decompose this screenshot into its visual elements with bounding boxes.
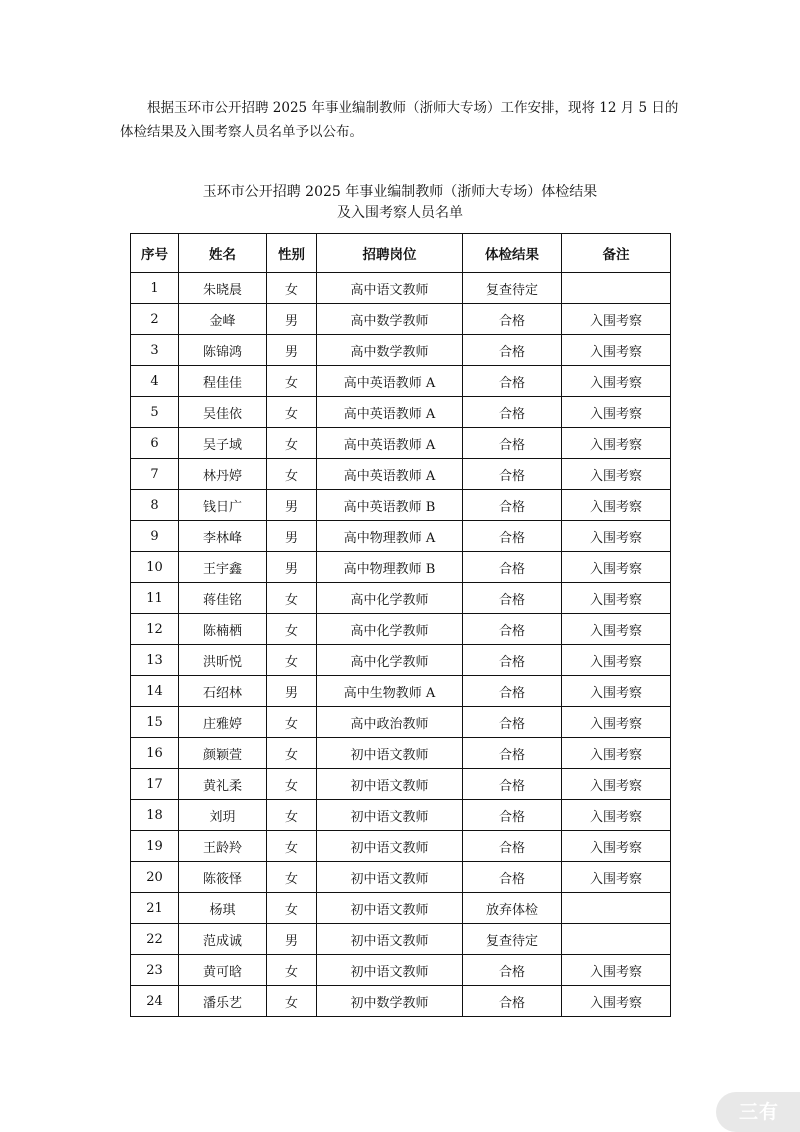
cell-position: 高中英语教师 A xyxy=(317,428,463,459)
header-no: 序号 xyxy=(131,234,179,273)
cell-name: 吴佳依 xyxy=(179,397,267,428)
cell-name: 黄可晗 xyxy=(179,955,267,986)
cell-gender: 女 xyxy=(267,707,317,738)
cell-position: 高中数学教师 xyxy=(317,304,463,335)
table-row xyxy=(131,552,671,583)
cell-result: 合格 xyxy=(463,645,562,676)
cell-position: 初中语文教师 xyxy=(317,893,463,924)
cell-remark: 入围考察 xyxy=(562,955,671,986)
cell-no: 20 xyxy=(131,862,179,893)
table-row xyxy=(131,986,671,1017)
header-position: 招聘岗位 xyxy=(317,234,463,273)
cell-no: 11 xyxy=(131,583,179,614)
cell-no: 14 xyxy=(131,676,179,707)
cell-name: 李林峰 xyxy=(179,521,267,552)
cell-gender: 男 xyxy=(267,521,317,552)
cell-no: 5 xyxy=(131,397,179,428)
cell-no: 3 xyxy=(131,335,179,366)
cell-remark xyxy=(562,924,671,955)
cell-name: 庄雅婷 xyxy=(179,707,267,738)
cell-name: 陈筱怿 xyxy=(179,862,267,893)
table-row xyxy=(131,893,671,924)
cell-no: 21 xyxy=(131,893,179,924)
table-row xyxy=(131,800,671,831)
table-row xyxy=(131,304,671,335)
cell-name: 范成诚 xyxy=(179,924,267,955)
table-row xyxy=(131,521,671,552)
cell-no: 13 xyxy=(131,645,179,676)
table-row xyxy=(131,366,671,397)
header-remark: 备注 xyxy=(562,234,671,273)
cell-result: 合格 xyxy=(463,769,562,800)
cell-no: 18 xyxy=(131,800,179,831)
cell-no: 16 xyxy=(131,738,179,769)
cell-name: 王宇鑫 xyxy=(179,552,267,583)
cell-gender: 女 xyxy=(267,893,317,924)
cell-result: 合格 xyxy=(463,862,562,893)
cell-remark: 入围考察 xyxy=(562,304,671,335)
cell-position: 初中语文教师 xyxy=(317,924,463,955)
cell-remark: 入围考察 xyxy=(562,645,671,676)
cell-result: 合格 xyxy=(463,583,562,614)
cell-gender: 女 xyxy=(267,459,317,490)
cell-result: 合格 xyxy=(463,304,562,335)
header-name: 姓名 xyxy=(179,234,267,273)
cell-result: 复查待定 xyxy=(463,273,562,304)
cell-remark: 入围考察 xyxy=(562,459,671,490)
cell-gender: 男 xyxy=(267,490,317,521)
cell-result: 合格 xyxy=(463,614,562,645)
table-row xyxy=(131,862,671,893)
cell-no: 19 xyxy=(131,831,179,862)
cell-no: 9 xyxy=(131,521,179,552)
cell-result: 合格 xyxy=(463,521,562,552)
cell-name: 颜颖萱 xyxy=(179,738,267,769)
cell-result: 合格 xyxy=(463,676,562,707)
cell-gender: 女 xyxy=(267,645,317,676)
cell-no: 12 xyxy=(131,614,179,645)
cell-remark: 入围考察 xyxy=(562,831,671,862)
cell-position: 高中数学教师 xyxy=(317,335,463,366)
cell-gender: 女 xyxy=(267,738,317,769)
cell-result: 合格 xyxy=(463,366,562,397)
cell-remark: 入围考察 xyxy=(562,862,671,893)
cell-gender: 男 xyxy=(267,552,317,583)
table-row xyxy=(131,955,671,986)
cell-remark: 入围考察 xyxy=(562,769,671,800)
cell-position: 高中语文教师 xyxy=(317,273,463,304)
cell-position: 高中英语教师 A xyxy=(317,459,463,490)
cell-name: 钱日广 xyxy=(179,490,267,521)
table-header-row xyxy=(131,234,671,273)
cell-remark: 入围考察 xyxy=(562,614,671,645)
cell-remark: 入围考察 xyxy=(562,521,671,552)
table-row xyxy=(131,831,671,862)
cell-name: 黄礼柔 xyxy=(179,769,267,800)
table-body xyxy=(131,273,671,1017)
cell-no: 4 xyxy=(131,366,179,397)
cell-no: 24 xyxy=(131,986,179,1017)
cell-remark: 入围考察 xyxy=(562,366,671,397)
cell-result: 合格 xyxy=(463,831,562,862)
cell-name: 洪昕悦 xyxy=(179,645,267,676)
cell-gender: 女 xyxy=(267,769,317,800)
results-table xyxy=(130,233,671,1017)
cell-remark: 入围考察 xyxy=(562,676,671,707)
cell-no: 15 xyxy=(131,707,179,738)
cell-position: 初中语文教师 xyxy=(317,955,463,986)
cell-no: 8 xyxy=(131,490,179,521)
cell-name: 程佳佳 xyxy=(179,366,267,397)
table-row xyxy=(131,459,671,490)
cell-gender: 女 xyxy=(267,428,317,459)
cell-position: 初中语文教师 xyxy=(317,769,463,800)
cell-no: 23 xyxy=(131,955,179,986)
cell-gender: 男 xyxy=(267,335,317,366)
cell-gender: 女 xyxy=(267,800,317,831)
table-row xyxy=(131,397,671,428)
cell-position: 高中化学教师 xyxy=(317,583,463,614)
cell-remark: 入围考察 xyxy=(562,738,671,769)
cell-position: 高中政治教师 xyxy=(317,707,463,738)
cell-name: 潘乐艺 xyxy=(179,986,267,1017)
cell-result: 合格 xyxy=(463,459,562,490)
table-row xyxy=(131,924,671,955)
cell-name: 陈锦鸿 xyxy=(179,335,267,366)
cell-remark xyxy=(562,273,671,304)
header-gender: 性别 xyxy=(267,234,317,273)
cell-result: 合格 xyxy=(463,738,562,769)
intro-paragraph: 根据玉环市公开招聘 2025 年事业编制教师（浙师大专场）工作安排，现将 12 月 5 日的体检结果及入围考察人员名单予以公布。 xyxy=(120,100,679,140)
cell-position: 高中英语教师 A xyxy=(317,397,463,428)
cell-position: 高中化学教师 xyxy=(317,614,463,645)
cell-position: 初中语文教师 xyxy=(317,862,463,893)
cell-position: 高中英语教师 A xyxy=(317,366,463,397)
cell-gender: 女 xyxy=(267,583,317,614)
cell-position: 高中化学教师 xyxy=(317,645,463,676)
cell-gender: 女 xyxy=(267,831,317,862)
table-row xyxy=(131,335,671,366)
cell-no: 22 xyxy=(131,924,179,955)
cell-no: 2 xyxy=(131,304,179,335)
cell-gender: 女 xyxy=(267,397,317,428)
cell-no: 1 xyxy=(131,273,179,304)
table-row xyxy=(131,645,671,676)
cell-result: 放弃体检 xyxy=(463,893,562,924)
cell-no: 6 xyxy=(131,428,179,459)
table-row xyxy=(131,614,671,645)
table-title-line-1: 玉环市公开招聘 2025 年事业编制教师（浙师大专场）体检结果 xyxy=(202,184,598,200)
cell-result: 合格 xyxy=(463,707,562,738)
cell-remark xyxy=(562,893,671,924)
table-row xyxy=(131,583,671,614)
cell-position: 初中数学教师 xyxy=(317,986,463,1017)
table-title-line-2: 及入围考察人员名单 xyxy=(337,205,463,221)
cell-remark: 入围考察 xyxy=(562,986,671,1017)
cell-result: 合格 xyxy=(463,335,562,366)
cell-gender: 女 xyxy=(267,986,317,1017)
cell-remark: 入围考察 xyxy=(562,490,671,521)
cell-remark: 入围考察 xyxy=(562,800,671,831)
cell-gender: 女 xyxy=(267,955,317,986)
cell-position: 初中语文教师 xyxy=(317,800,463,831)
cell-result: 合格 xyxy=(463,428,562,459)
cell-remark: 入围考察 xyxy=(562,335,671,366)
cell-result: 合格 xyxy=(463,800,562,831)
cell-result: 合格 xyxy=(463,552,562,583)
table-row xyxy=(131,707,671,738)
cell-position: 初中语文教师 xyxy=(317,831,463,862)
cell-gender: 女 xyxy=(267,273,317,304)
cell-name: 陈楠栖 xyxy=(179,614,267,645)
cell-name: 杨琪 xyxy=(179,893,267,924)
cell-no: 10 xyxy=(131,552,179,583)
cell-name: 朱晓晨 xyxy=(179,273,267,304)
table-row xyxy=(131,490,671,521)
cell-result: 合格 xyxy=(463,490,562,521)
table-row xyxy=(131,769,671,800)
table-row xyxy=(131,273,671,304)
cell-result: 合格 xyxy=(463,397,562,428)
table-row xyxy=(131,428,671,459)
cell-gender: 男 xyxy=(267,924,317,955)
cell-position: 高中英语教师 B xyxy=(317,490,463,521)
table-row xyxy=(131,738,671,769)
watermark-badge[interactable]: 三有 xyxy=(716,1092,800,1132)
cell-result: 复查待定 xyxy=(463,924,562,955)
cell-gender: 女 xyxy=(267,366,317,397)
cell-name: 刘玥 xyxy=(179,800,267,831)
cell-no: 17 xyxy=(131,769,179,800)
header-result: 体检结果 xyxy=(463,234,562,273)
cell-result: 合格 xyxy=(463,986,562,1017)
cell-name: 林丹婷 xyxy=(179,459,267,490)
cell-name: 蒋佳铭 xyxy=(179,583,267,614)
cell-name: 吴子域 xyxy=(179,428,267,459)
table-row xyxy=(131,676,671,707)
cell-gender: 女 xyxy=(267,614,317,645)
cell-gender: 男 xyxy=(267,676,317,707)
cell-no: 7 xyxy=(131,459,179,490)
cell-name: 王龄羚 xyxy=(179,831,267,862)
cell-position: 高中生物教师 A xyxy=(317,676,463,707)
cell-remark: 入围考察 xyxy=(562,707,671,738)
cell-position: 高中物理教师 B xyxy=(317,552,463,583)
cell-remark: 入围考察 xyxy=(562,428,671,459)
cell-remark: 入围考察 xyxy=(562,552,671,583)
cell-gender: 女 xyxy=(267,862,317,893)
cell-gender: 男 xyxy=(267,304,317,335)
cell-result: 合格 xyxy=(463,955,562,986)
cell-remark: 入围考察 xyxy=(562,583,671,614)
cell-position: 初中语文教师 xyxy=(317,738,463,769)
cell-name: 金峰 xyxy=(179,304,267,335)
cell-position: 高中物理教师 A xyxy=(317,521,463,552)
cell-name: 石绍林 xyxy=(179,676,267,707)
cell-remark: 入围考察 xyxy=(562,397,671,428)
